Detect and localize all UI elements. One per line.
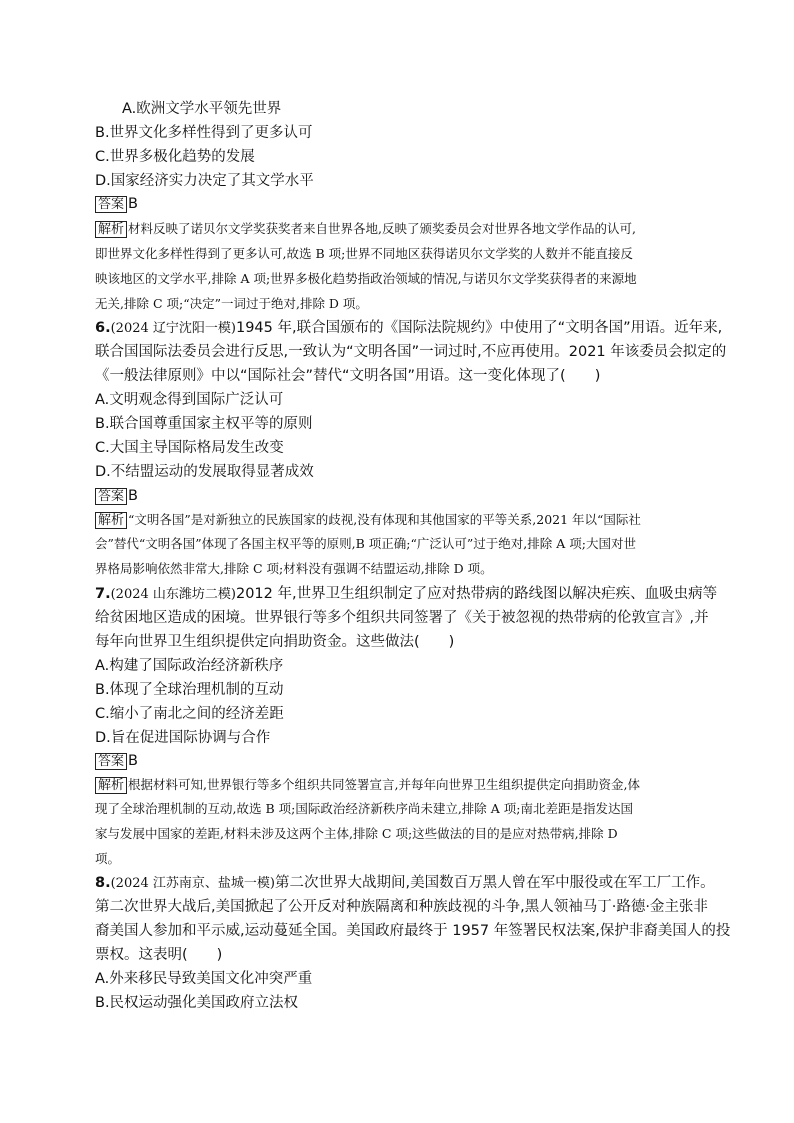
- q7-answer-row: [95, 753, 138, 770]
- q6-option-d: D.不结盟运动的发展取得显著成效: [95, 464, 314, 480]
- q5-analysis-line-3: 映该地区的文学水平,排除 A 项;世界多极化趋势指政治领域的情况,与诺贝尔文学奖获得者的来源地: [95, 271, 637, 286]
- q5-option-b: B.世界文化多样性得到了更多认可: [95, 125, 313, 141]
- q5-analysis-line-1: [95, 221, 636, 238]
- q6-option-b: B.联合国尊重国家主权平等的原则: [95, 416, 313, 432]
- q7-stem-line-2: 给贫困地区造成的困境。世界银行等多个组织共同签署了《关于被忽视的热带病的伦敦宣言》,并: [95, 610, 709, 626]
- q7-analysis-line-2: 现了全球治理机制的互动,故选 B 项;国际政治经济新秩序尚未建立,排除 A 项;南北差距是指发达国: [95, 801, 633, 816]
- q5-answer-row: [95, 196, 138, 213]
- q5-analysis-line-2: 即世界文化多样性得到了更多认可,故选 B 项;世界不同地区获得诺贝尔文学奖的人数并不能直接反: [95, 246, 633, 261]
- question-source: (2024 山东潍坊二模): [110, 587, 236, 602]
- answer-label: 答案: [95, 753, 127, 770]
- q6-analysis-line-1: [95, 512, 641, 529]
- question-source: (2024 江苏南京、盐城一模): [110, 876, 275, 891]
- question-number: 8.: [95, 875, 111, 891]
- q5-option-a: A.欧洲文学水平领先世界: [122, 101, 282, 117]
- q6-option-a: A.文明观念得到国际广泛认可: [95, 392, 284, 408]
- answer-value: B: [128, 196, 138, 212]
- q8-option-a: A.外来移民导致美国文化冲突严重: [95, 971, 313, 987]
- analysis-text: “文明各国”是对新独立的民族国家的歧视,没有体现和其他国家的平等关系,2021 年以“国际社: [128, 512, 641, 527]
- answer-value: B: [128, 753, 138, 769]
- q6-stem-line-1: [95, 320, 722, 337]
- q8-option-b: B.民权运动强化美国政府立法权: [95, 995, 299, 1011]
- question-text: 第二次世界大战期间,美国数百万黑人曾在军中服役或在军工厂工作。: [274, 875, 715, 891]
- answer-label: 答案: [95, 196, 127, 213]
- q8-stem-line-3: 裔美国人参加和平示威,运动蔓延全国。美国政府最终于 1957 年签署民权法案,保护非裔美国人的投: [95, 923, 731, 939]
- q7-option-b: B.体现了全球治理机制的互动: [95, 682, 284, 698]
- q7-stem-line-1: [95, 586, 717, 603]
- analysis-label: 解析: [95, 777, 127, 794]
- q5-analysis-line-4: 无关,排除 C 项;“决定”一词过于绝对,排除 D 项。: [95, 296, 368, 311]
- q7-analysis-line-4: 项。: [95, 851, 121, 866]
- q7-analysis-line-1: [95, 777, 640, 794]
- q7-option-c: C.缩小了南北之间的经济差距: [95, 706, 284, 722]
- question-number: 7.: [95, 586, 111, 602]
- q6-option-c: C.大国主导国际格局发生改变: [95, 440, 284, 456]
- q6-analysis-line-3: 界格局影响依然非常大,排除 C 项;材料没有强调不结盟运动,排除 D 项。: [95, 561, 493, 576]
- q6-stem-line-3: 《一般法律原则》中以“国际社会”替代“文明各国”用语。这一变化体现了( ): [95, 368, 601, 384]
- analysis-text: 根据材料可知,世界银行等多个组织共同签署宣言,并每年向世界卫生组织提供定向捐助资金,体: [128, 777, 640, 792]
- question-text: 1945 年,联合国颁布的《国际法院规约》中使用了“文明各国”用语。近年来,: [235, 320, 723, 336]
- q8-stem-line-4: 票权。这表明( ): [95, 947, 223, 963]
- q6-analysis-line-2: 会”替代“文明各国”体现了各国主权平等的原则,B 项正确;“广泛认可”过于绝对,排除 A 项;大国对世: [95, 536, 636, 551]
- q6-answer-row: [95, 488, 138, 505]
- q6-stem-line-2: 联合国国际法委员会进行反思,一致认为“文明各国”一词过时,不应再使用。2021 年该委员会拟定的: [95, 344, 727, 360]
- q5-option-c: C.世界多极化趋势的发展: [95, 149, 255, 165]
- q8-stem-line-1: [95, 875, 715, 892]
- analysis-label: 解析: [95, 221, 127, 238]
- q7-option-a: A.构建了国际政治经济新秩序: [95, 658, 284, 674]
- answer-label: 答案: [95, 488, 127, 505]
- analysis-label: 解析: [95, 512, 127, 529]
- question-source: (2024 辽宁沈阳一模): [110, 321, 236, 336]
- q7-analysis-line-3: 家与发展中国家的差距,材料未涉及这两个主体,排除 C 项;这些做法的目的是应对热带病,排除 D: [95, 826, 618, 841]
- question-text: 2012 年,世界卫生组织制定了应对热带病的路线图以解决疟疾、血吸虫病等: [235, 586, 718, 602]
- answer-value: B: [128, 488, 138, 504]
- q7-option-d: D.旨在促进国际协调与合作: [95, 730, 271, 746]
- analysis-text: 材料反映了诺贝尔文学奖获奖者来自世界各地,反映了颁奖委员会对世界各地文学作品的认可,: [128, 221, 636, 236]
- q7-stem-line-3: 每年向世界卫生组织提供定向捐助资金。这些做法( ): [95, 634, 455, 650]
- q8-stem-line-2: 第二次世界大战后,美国掀起了公开反对种族隔离和种族歧视的斗争,黑人领袖马丁·路德·金主张非: [95, 899, 708, 915]
- question-number: 6.: [95, 320, 111, 336]
- q5-option-d: D.国家经济实力决定了其文学水平: [95, 173, 314, 189]
